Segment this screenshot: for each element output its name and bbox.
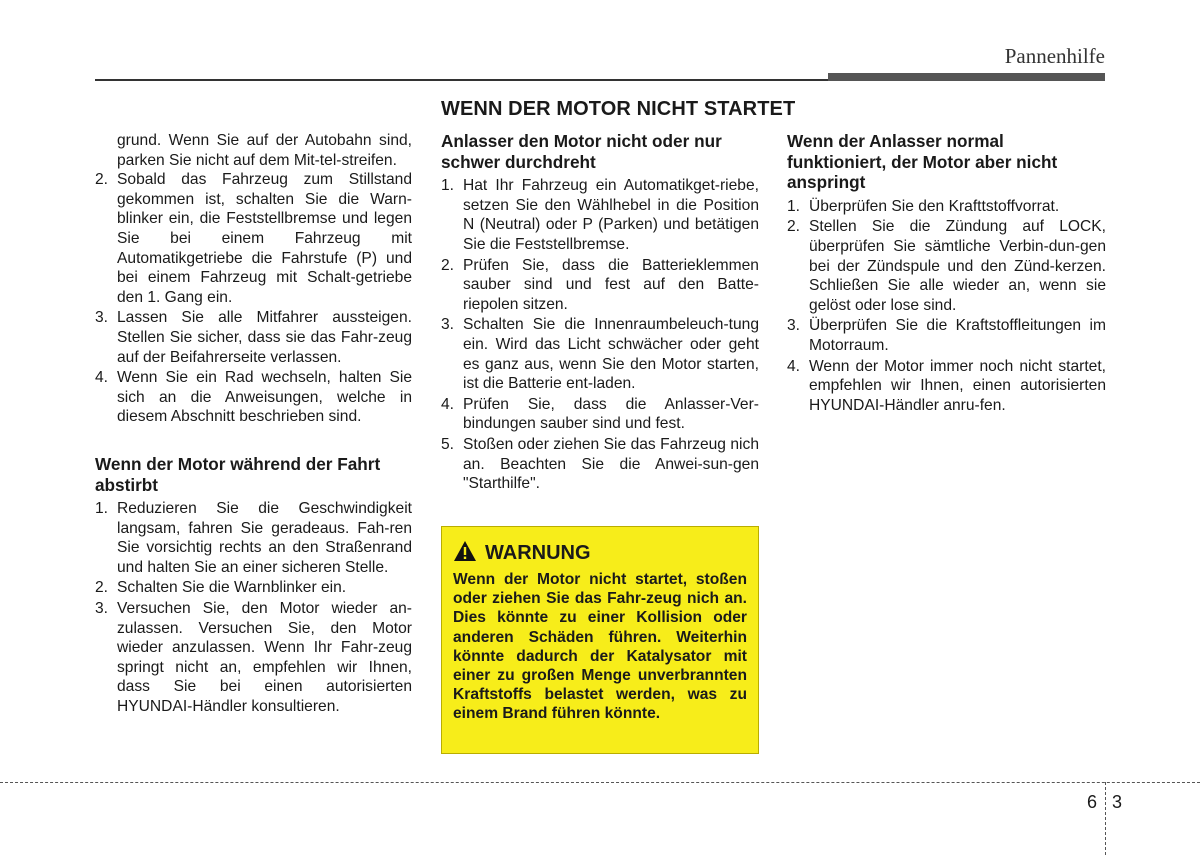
footer-divider xyxy=(0,782,1200,783)
warning-label: WARNUNG xyxy=(485,541,591,564)
step-list-normal-starter xyxy=(787,197,1106,416)
page-number-divider xyxy=(1105,782,1106,855)
list-item: 1. Reduzieren Sie die Geschwindigkeit langsam, fahren Sie geradeaus. Fah-ren Sie vorsichtig rechts an den Straßenrand und halten Sie an einer sicheren Stelle. xyxy=(95,500,412,576)
step-list-prev xyxy=(95,170,412,427)
warning-header xyxy=(453,539,747,567)
list-item: 4. Wenn Sie ein Rad wechseln, halten Sie sich an die Anweisungen, welche in diesem Abschnitt beschrieben sind. xyxy=(95,369,412,426)
list-item: 3. Überprüfen Sie die Kraftstoffleitungen im Motorraum. xyxy=(787,317,1106,354)
warning-box xyxy=(441,526,759,754)
list-item: 2. Sobald das Fahrzeug zum Stillstand gekommen ist, schalten Sie die Warn-blinker ein, die Feststellbremse und legen Sie bei einem Fahrzeug mit Automatikgetriebe die Fahrstufe (P) und bei einem Fahrzeug mit Schalt-getriebe den 1. Gang ein. xyxy=(95,171,412,306)
warning-text: Wenn der Motor nicht startet, stoßen oder ziehen Sie das Fahr-zeug nich an. Dies könnte zu einer Kollision oder anderen Schäden führen. Weiterhin könnte dadurch der Katalysator mit einer zu großen Menge unverbrannten Kraftstoffs belastet werden, was zu einem Brand führen könnte. xyxy=(453,571,747,723)
list-item: 3. Lassen Sie alle Mitfahrer aussteigen. Stellen Sie sicher, dass sie das Fahr-zeug auf der Beifahrerseite verlassen. xyxy=(95,309,412,366)
page-number: 3 xyxy=(1112,792,1123,812)
chapter-number: 6 xyxy=(1087,792,1098,812)
continuation-text: grund. Wenn Sie auf der Autobahn sind, parken Sie nicht auf dem Mit-tel-streifen. xyxy=(117,132,412,169)
list-item: 1. Hat Ihr Fahrzeug ein Automatikget-riebe, setzen Sie den Wählhebel in die Position N (Neutral) oder P (Parken) und betätigen Sie die Feststellbremse. xyxy=(441,177,759,253)
step-list-starter xyxy=(441,176,759,494)
column-3 xyxy=(787,131,1106,416)
subsection-title-starter: Anlasser den Motor nicht oder nur schwer durchdreht xyxy=(441,131,722,172)
list-item: 2. Stellen Sie die Zündung auf LOCK, überprüfen Sie sämtliche Verbin-dun-gen bei der Zündspule und den Zünd-kerzen. Schließen Sie alle wieder an, wenn sie gelöst oder lose sind. xyxy=(787,218,1106,314)
column-2 xyxy=(441,131,759,495)
list-item: 4. Wenn der Motor immer noch nicht startet, empfehlen wir Ihnen, einen autorisierten HYUNDAI-Händler anru-fen. xyxy=(787,357,1106,414)
section-title: WENN DER MOTOR NICHT STARTET xyxy=(441,98,796,120)
header-rule-accent xyxy=(828,73,1105,81)
subsection-title-normal-starter: Wenn der Anlasser normal funktioniert, der Motor aber nicht anspringt xyxy=(787,131,1058,193)
list-item: 3. Versuchen Sie, den Motor wieder an-zulassen. Versuchen Sie, den Motor wieder anzulassen. Wenn Ihr Fahr-zeug springt nicht an, empfehlen wir Ihnen, dass Sie bei einen autorisierten HYUNDAI-Händler konsultieren. xyxy=(95,600,412,716)
list-item: 2. Schalten Sie die Warnblinker ein. xyxy=(95,579,347,597)
page-header-title: Pannenhilfe xyxy=(1004,44,1105,68)
list-item: 5. Stoßen oder ziehen Sie das Fahrzeug nich an. Beachten Sie die Anwei-sun-gen "Starthilfe". xyxy=(441,435,759,493)
warning-triangle-icon xyxy=(453,540,477,567)
list-item: 2. Prüfen Sie, dass die Batterieklemmen sauber sind und fest auf den Batte-riepolen sitzen. xyxy=(441,256,759,313)
list-item: 3. Schalten Sie die Innenraumbeleuch-tung ein. Wird das Licht schwächer oder geht es ganz aus, wenn Sie den Motor starten, ist die Batterie ent-laden. xyxy=(441,316,759,393)
step-list-stall xyxy=(95,499,412,717)
subsection-title-stall: Wenn der Motor während der Fahrt abstirbt xyxy=(95,453,381,495)
list-item: 4. Prüfen Sie, dass die Anlasser-Ver-bindungen sauber sind und fest. xyxy=(441,395,759,433)
list-item: 1. Überprüfen Sie den Krafttstoffvorrat. xyxy=(787,197,1060,215)
column-1 xyxy=(95,131,412,718)
